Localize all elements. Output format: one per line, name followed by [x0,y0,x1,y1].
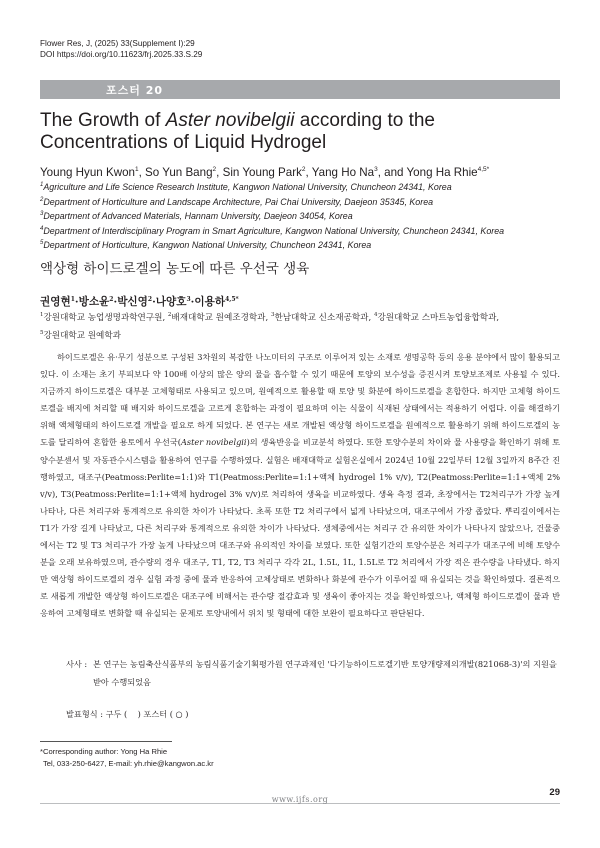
kr-affil-line [40,308,570,326]
author-sup: 2 [212,166,217,173]
korean-title: 액상형 하이드로겔의 농도에 따른 우선국 생육 [40,261,310,277]
author-sep: , [138,166,146,179]
paper-title [40,110,565,154]
section-banner [40,80,560,99]
ack-label: 사사 : [66,659,88,669]
kr-author-sup: 3 [186,296,191,303]
kr-author-sep: · [152,296,156,308]
korean-author-list [40,293,560,309]
author-sep: , [305,166,312,179]
korean-affiliations [40,308,570,343]
kr-affil-sup: 2 [167,312,172,318]
author-sup: 4,5* [477,166,490,173]
author-sep: , [216,166,223,179]
author-sup: 2 [301,166,306,173]
kr-author-sup: 2 [109,296,114,303]
kr-author-sup: 2 [147,296,153,303]
kr-affil-text: 강원대학교 원예학과 [43,330,121,341]
affil-sup: 1 [40,182,44,188]
affiliation [40,194,570,209]
kr-affil-sup: 5 [40,329,44,336]
affiliation [40,208,570,223]
footer-url: www.ijfs.org [271,795,329,804]
kr-author: 방소윤 [78,296,110,308]
correspondence [40,746,440,770]
title-before: The Growth of [40,110,166,131]
footnote-rule [40,741,172,742]
author: Young Hyun Kwon [40,166,135,179]
kr-author-sup: 4,5* [225,296,239,303]
abstract [40,349,560,623]
kr-affil-text: 한남대학교 신소재공학과, [274,313,374,323]
banner-label: 포스터 20 [106,84,164,97]
affil-text: Department of Horticulture, Kangwon National University, Chuncheon 24341, Korea [43,240,372,251]
title-after: according to the Concentrations of Liquid Hydrogel [40,110,435,153]
affil-sup: 3 [40,211,44,218]
kr-affil-text: 배재대학교 원예조경학과, [171,313,271,323]
author-sup: 1 [134,166,139,173]
abstract-text: 하이드로겔은 유·무기 성분으로 구성된 3차원의 복잡한 나노미터의 구조로 이루어져 있는 소재로 생명공학 등의 응용 분야에서 많이 활용되고 있다. 이 소재는 초기 부피보다 약 100배 이상의 많은 양의 물을 흡수할 수 있기 때문에 토양의 보수성을 증진시켜 토양보조제로 사용될 수 있다. 지금까지 하이드로겔은 대부분 고체형태로 사용되고 있으며, 원예적으로 활용할 때 토양 및 화분에 하이드로겔을 혼합한다. 하지만 고체형 하이드로겔을 배지에 처리할 때 배지와 하이드로겔을 고르게 혼합하는 과정이 필요하며 이는 식물이 식재된 상태에서는 적용하기 어렵다. 이를 해결하기 위해 액체형태의 하이드로겔 개발을 필요로 하게 되었다. 본 연구는 새로 개발된 액상형 하이드로겔을 원예적으로 활용하기 위해 하이드로겔의 농도를 달리하여 혼합한 용토에서 우선국( [40,352,560,448]
kr-author-sep: · [113,296,118,308]
affil-sup: 5 [40,240,44,247]
kr-author: 나양호 [155,296,187,308]
author: Sin Young Park [222,166,302,179]
kr-author: 권영현 [40,296,71,308]
citation: Flower Res, J, (2025) 33(Supplement I):29 [40,39,195,48]
affil-text: Agriculture and Life Science Research Institute, Kangwon National University, Chuncheon 24341, Korea [43,182,452,192]
affil-text: Department of Horticulture and Landscape Architecture, Pai Chai University, Daejeon 35345, Korea [43,196,434,207]
kr-affil-text: 강원대학교 스마트농업융합학과, [377,313,500,323]
presentation-format: 발표형식 : 구두 ( ) 포스터 ( ○ ) [66,709,189,719]
page-number: 29 [549,787,560,798]
affil-text: Department of Advanced Materials, Hannam University, Daejeon 34054, Korea [43,211,353,222]
contact-info: Tel, 033-250-6427, E-mail: yh.rhie@kangwon.ac.kr [43,759,214,768]
kr-affil-sup: 1 [40,312,44,318]
journal-header [40,39,560,60]
kr-affil-text: 강원대학교 농업생명과학연구원, [43,313,168,323]
kr-affil-sup: 3 [270,312,275,318]
ack-text: 본 연구는 농림축산식품부의 농림식품기술기획평가원 연구과제인 '다기능하이드로겔기반 토양개량제의개발(821068-3)'의 지원을 받아 수행되었음 [93,659,557,687]
kr-author-sup: 1 [70,296,75,303]
kr-affil-sup: 4 [373,312,378,318]
author: Yong Ha Rhie [406,166,478,179]
affil-text: Department of Interdisciplinary Program in Smart Agriculture, Kangwon National University, Chuncheon 24341, Korea [43,225,505,236]
kr-affil-line [40,326,570,344]
acknowledgment [66,656,560,691]
author-sup: 3 [374,166,378,173]
kr-author: 박신영 [117,296,148,308]
author: Yang Ho Na [311,166,375,179]
affil-sup: 2 [40,196,44,203]
author-sep: , and [377,166,407,179]
affiliation [40,179,570,194]
abstract-text: )의 생육반응을 비교분석 하였다. 또한 토양수분의 차이와 물 사용량을 확인하기 위해 토양수분센서 및 자동관수시스템을 활용하여 연구를 수행하였다. 실험은 배재대학교 실험온실에서 2024년 10월 22일부터 12월 3일까지 8주간 진행하였고, 대조구(Peatmoss:Perlite=1:1)와 T1(Peatmoss:Perlite=1:1+액체 hydrogel 1% v/v), T2(Peatmoss:Perlite=1:1+액체 2% v/v), T3(Peatmoss:Perlite=1:1+액체 hydrogel 3% v/v)로 처리하여 생육을 비교하였다. 생육 측정 결과, 초장에서는 T2처리구가 가장 높게 나타나, 다른 처리구와 통계적으로 유의한 차이가 나타났다. 초폭 또한 T2 처리구에서 넓게 나타났으며, 대조구에서 가장 좁았다. 뿌리길이에서는 T1가 가장 길게 나타났고, 다른 처리구와 통계적으로 유의한 차이가 나타났다. 생체중에서는 처리구 간 유의한 차이가 나타나지 않았으나, 건물중에서는 T2 및 T3 처리구가 가장 높게 나타났으며 대조구와 유의적인 차이를 보였다. 또한 실험기간의 토양수분은 처리구가 대조구에 비해 토양수분을 오래 보유하였으며, 관수량의 경우 대조구, T1, T2, T3 처리구 각각 2L, 1.5L, 1L, 1.5L로 T2 처리에서 가장 적은 관수량을 나타냈다. 하지만 액상형 하이드로겔의 경우 실험 과정 중에 물과 반응하여 고체상태로 변화하나 화분에 관수가 이루어질 때 유실되는 것을 확인하였다. 결론적으로 새롭게 개발한 액상형 하이드로겔은 대조구에 비해서는 관수량 절감효과 및 생육이 좋아지는 것을 확인하였으나, 액체형 하이드로겔이 물과 반응하여 고체형태로 변화할 때 유실되는 문제로 토양내에서 위치 및 형태에 대한 보완이 필요하다고 판단된다. [40,437,560,619]
title-species: Aster novibelgii [165,110,295,131]
doi: DOI https://doi.org/10.11623/frj.2025.33.S.29 [40,49,203,59]
kr-author: 이용하 [194,296,226,308]
kr-author-sep: · [190,296,195,308]
corresponding-author: *Corresponding author: Yong Ha Rhie [40,747,168,756]
kr-author-sep: · [74,296,79,308]
affiliations [40,179,570,252]
affiliation [40,223,570,238]
author: So Yun Bang [145,166,213,179]
abstract-paragraph [40,349,560,623]
abstract-species: Aster novibelgii [180,437,247,448]
affil-sup: 4 [40,225,44,232]
affiliation [40,237,570,252]
author-list [40,163,570,180]
